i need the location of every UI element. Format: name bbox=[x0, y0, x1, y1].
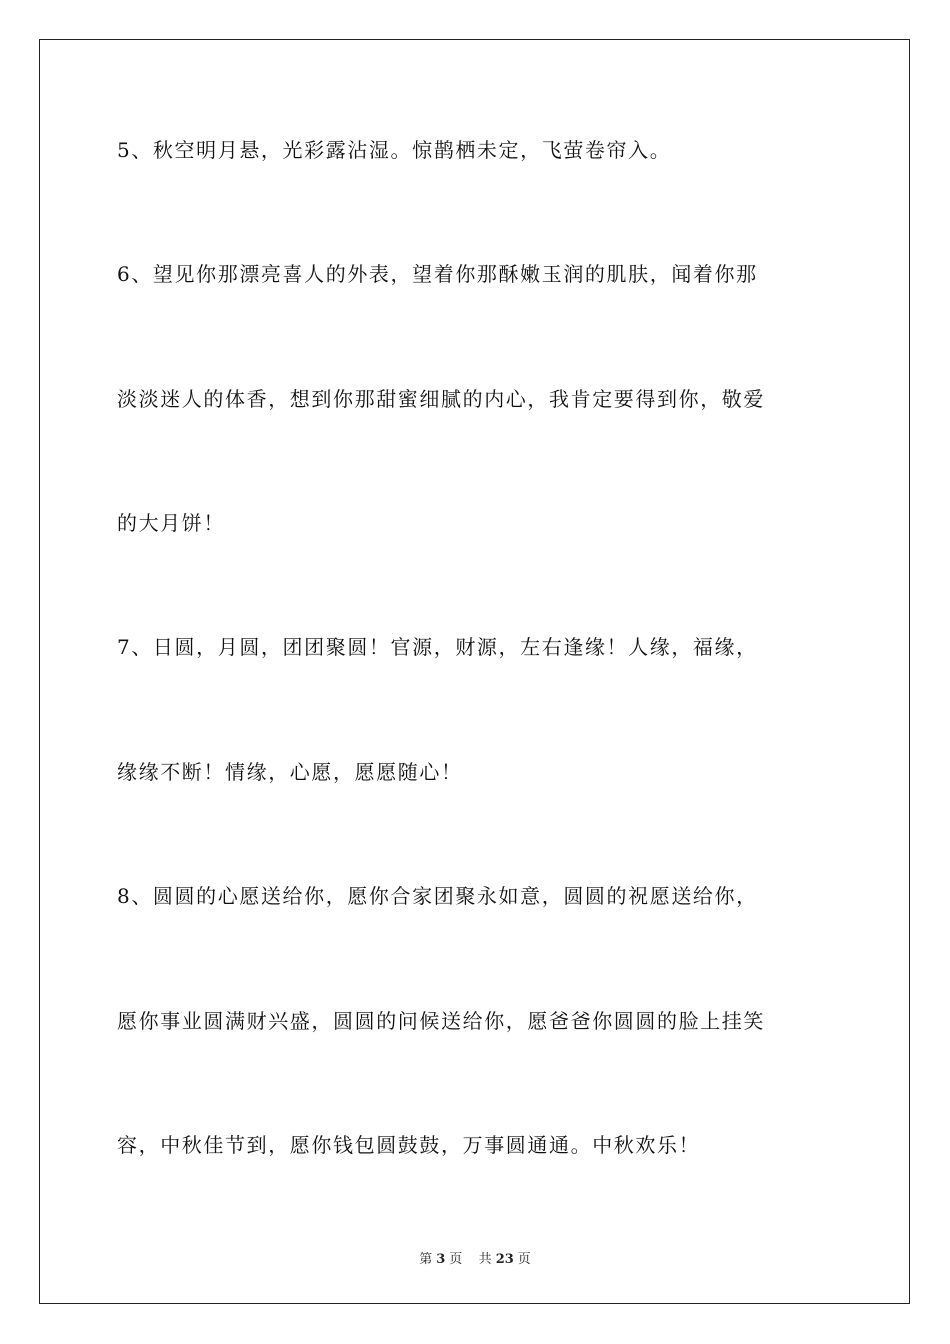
text-line-5: 7、日圆，月圆，团团聚圆！官源，财源，左右逢缘！人缘，福缘， bbox=[117, 635, 758, 659]
page-border bbox=[39, 39, 910, 1304]
text-line-1: 5、秋空明月悬，光彩露沾湿。惊鹊栖未定，飞萤卷帘入。 bbox=[117, 138, 672, 162]
footer-total-suffix: 页 bbox=[517, 1252, 531, 1267]
footer-total-prefix: 共 bbox=[478, 1252, 492, 1267]
text-line-6: 缘缘不断！情缘，心愿，愿愿随心！ bbox=[117, 760, 463, 784]
footer-total-number: 23 bbox=[495, 1252, 514, 1267]
footer-page-suffix: 页 bbox=[449, 1252, 463, 1267]
text-line-7: 8、圆圆的心愿送给你，愿你合家团聚永如意，圆圆的祝愿送给你， bbox=[117, 884, 758, 908]
text-line-9: 容，中秋佳节到，愿你钱包圆鼓鼓，万事圆通通。中秋欢乐！ bbox=[117, 1133, 701, 1157]
text-line-3: 淡淡迷人的体香，想到你那甜蜜细腻的内心，我肯定要得到你，敬爱 bbox=[117, 387, 765, 411]
footer-page-prefix: 第 bbox=[419, 1252, 433, 1267]
footer-page-number: 3 bbox=[436, 1252, 446, 1267]
text-line-2: 6、望见你那漂亮喜人的外表，望着你那酥嫩玉润的肌肤，闻着你那 bbox=[117, 262, 758, 286]
page-footer bbox=[0, 1248, 950, 1267]
text-line-8: 愿你事业圆满财兴盛，圆圆的问候送给你，愿爸爸你圆圆的脸上挂笑 bbox=[117, 1009, 765, 1033]
text-line-4: 的大月饼！ bbox=[117, 511, 225, 535]
